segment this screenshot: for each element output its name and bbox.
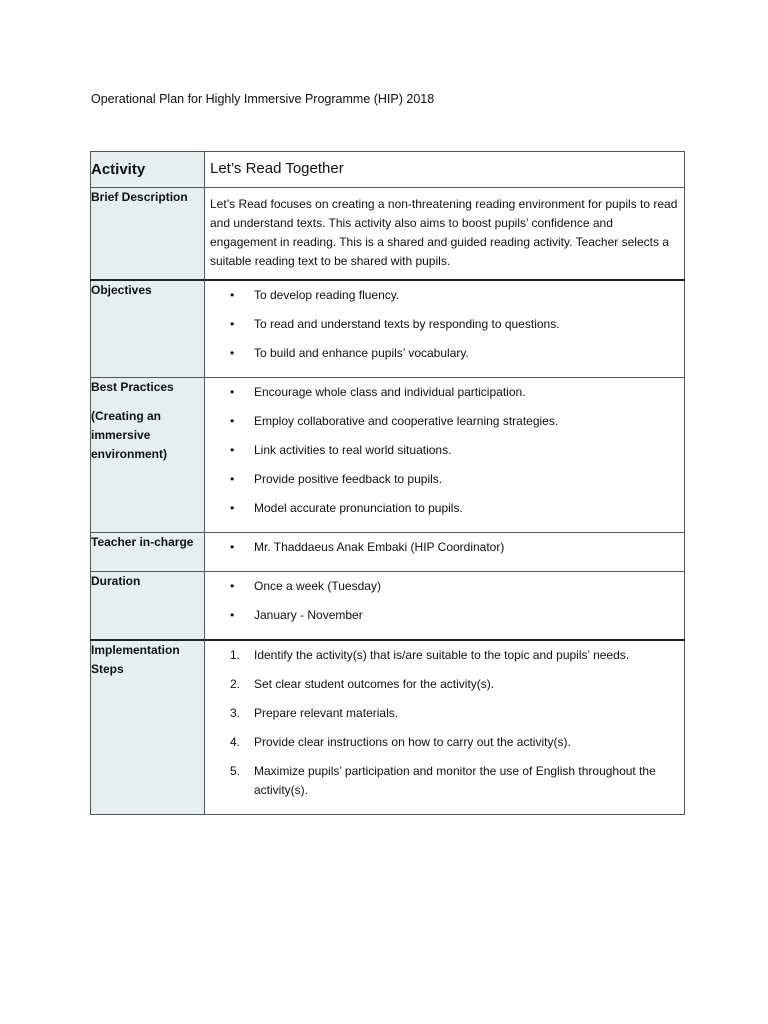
label-duration: Duration [91, 572, 205, 641]
list-item: • To develop reading fluency. [205, 286, 684, 305]
best-practices-list [205, 378, 684, 526]
list-item: • January - November [205, 606, 684, 625]
list-item: 2. Set clear student outcomes for the activity(s). [205, 675, 684, 694]
list-item: 3. Prepare relevant materials. [205, 704, 684, 723]
row-best-practices [91, 378, 685, 533]
label-best-practices: Best Practices (Creating an immersive environment) [91, 378, 205, 533]
step-number: 3. [230, 706, 241, 720]
operational-plan-table [90, 151, 685, 815]
objectives-list [205, 281, 684, 371]
bullet-icon: • [230, 443, 235, 457]
step-number: 4. [230, 735, 241, 749]
implementation-steps-list [205, 641, 684, 808]
list-item: 4. Provide clear instructions on how to carry out the activity(s). [205, 733, 684, 752]
list-item: 1. Identify the activity(s) that is/are suitable to the topic and pupils’ needs. [205, 646, 684, 665]
bullet-icon: • [230, 385, 235, 399]
row-teacher-in-charge [91, 533, 685, 572]
bullet-icon: • [230, 288, 235, 302]
row-duration [91, 572, 685, 641]
document-title: Operational Plan for Highly Immersive Programme (HIP) 2018 [91, 92, 435, 106]
row-brief-description [91, 188, 685, 281]
duration-list [205, 572, 684, 633]
bullet-icon: • [230, 579, 235, 593]
label-objectives: Objectives [91, 280, 205, 378]
list-item: 5. Maximize pupils’ participation and monitor the use of English throughout the activity(s). [230, 764, 656, 797]
row-activity [91, 152, 685, 188]
bullet-icon: • [230, 414, 235, 428]
list-item: • Employ collaborative and cooperative learning strategies. [205, 412, 684, 431]
teacher-list [205, 533, 684, 565]
brief-description-text: Let’s Read focuses on creating a non-threatening reading environment for pupils to read and understand texts. This activity also aims to boost pupils’ confidence and engagement in reading. This is a shared and guided reading activity. Teacher selects a suitable reading text to be shared with pupils. [210, 197, 678, 268]
label-teacher-in-charge: Teacher in-charge [91, 533, 205, 572]
bullet-icon: • [230, 540, 235, 554]
list-item: • Mr. Thaddaeus Anak Embaki (HIP Coordinator) [205, 538, 684, 557]
bullet-icon: • [230, 346, 235, 360]
label-activity: Activity [91, 152, 205, 188]
list-item: • Once a week (Tuesday) [205, 577, 684, 596]
bullet-icon: • [230, 608, 235, 622]
step-number: 2. [230, 677, 241, 691]
bullet-icon: • [230, 501, 235, 515]
row-objectives [91, 280, 685, 378]
label-implementation-steps: Implementation Steps [91, 640, 205, 815]
list-item: • Provide positive feedback to pupils. [205, 470, 684, 489]
list-item: • Link activities to real world situations. [205, 441, 684, 460]
activity-title: Let’s Read Together [210, 160, 344, 177]
list-item: • Encourage whole class and individual participation. [205, 383, 684, 402]
step-number: 5. [230, 764, 241, 778]
bullet-icon: • [230, 472, 235, 486]
step-number: 1. [230, 648, 241, 662]
row-implementation-steps [91, 640, 685, 815]
bullet-icon: • [230, 317, 235, 331]
label-brief-description: Brief Description [91, 188, 205, 281]
list-item: • Model accurate pronunciation to pupils. [205, 499, 684, 518]
list-item: • To read and understand texts by responding to questions. [205, 315, 684, 334]
label-best-practices-sub: (Creating an immersive environment) [91, 409, 168, 461]
list-item: • To build and enhance pupils’ vocabulary. [205, 344, 684, 363]
